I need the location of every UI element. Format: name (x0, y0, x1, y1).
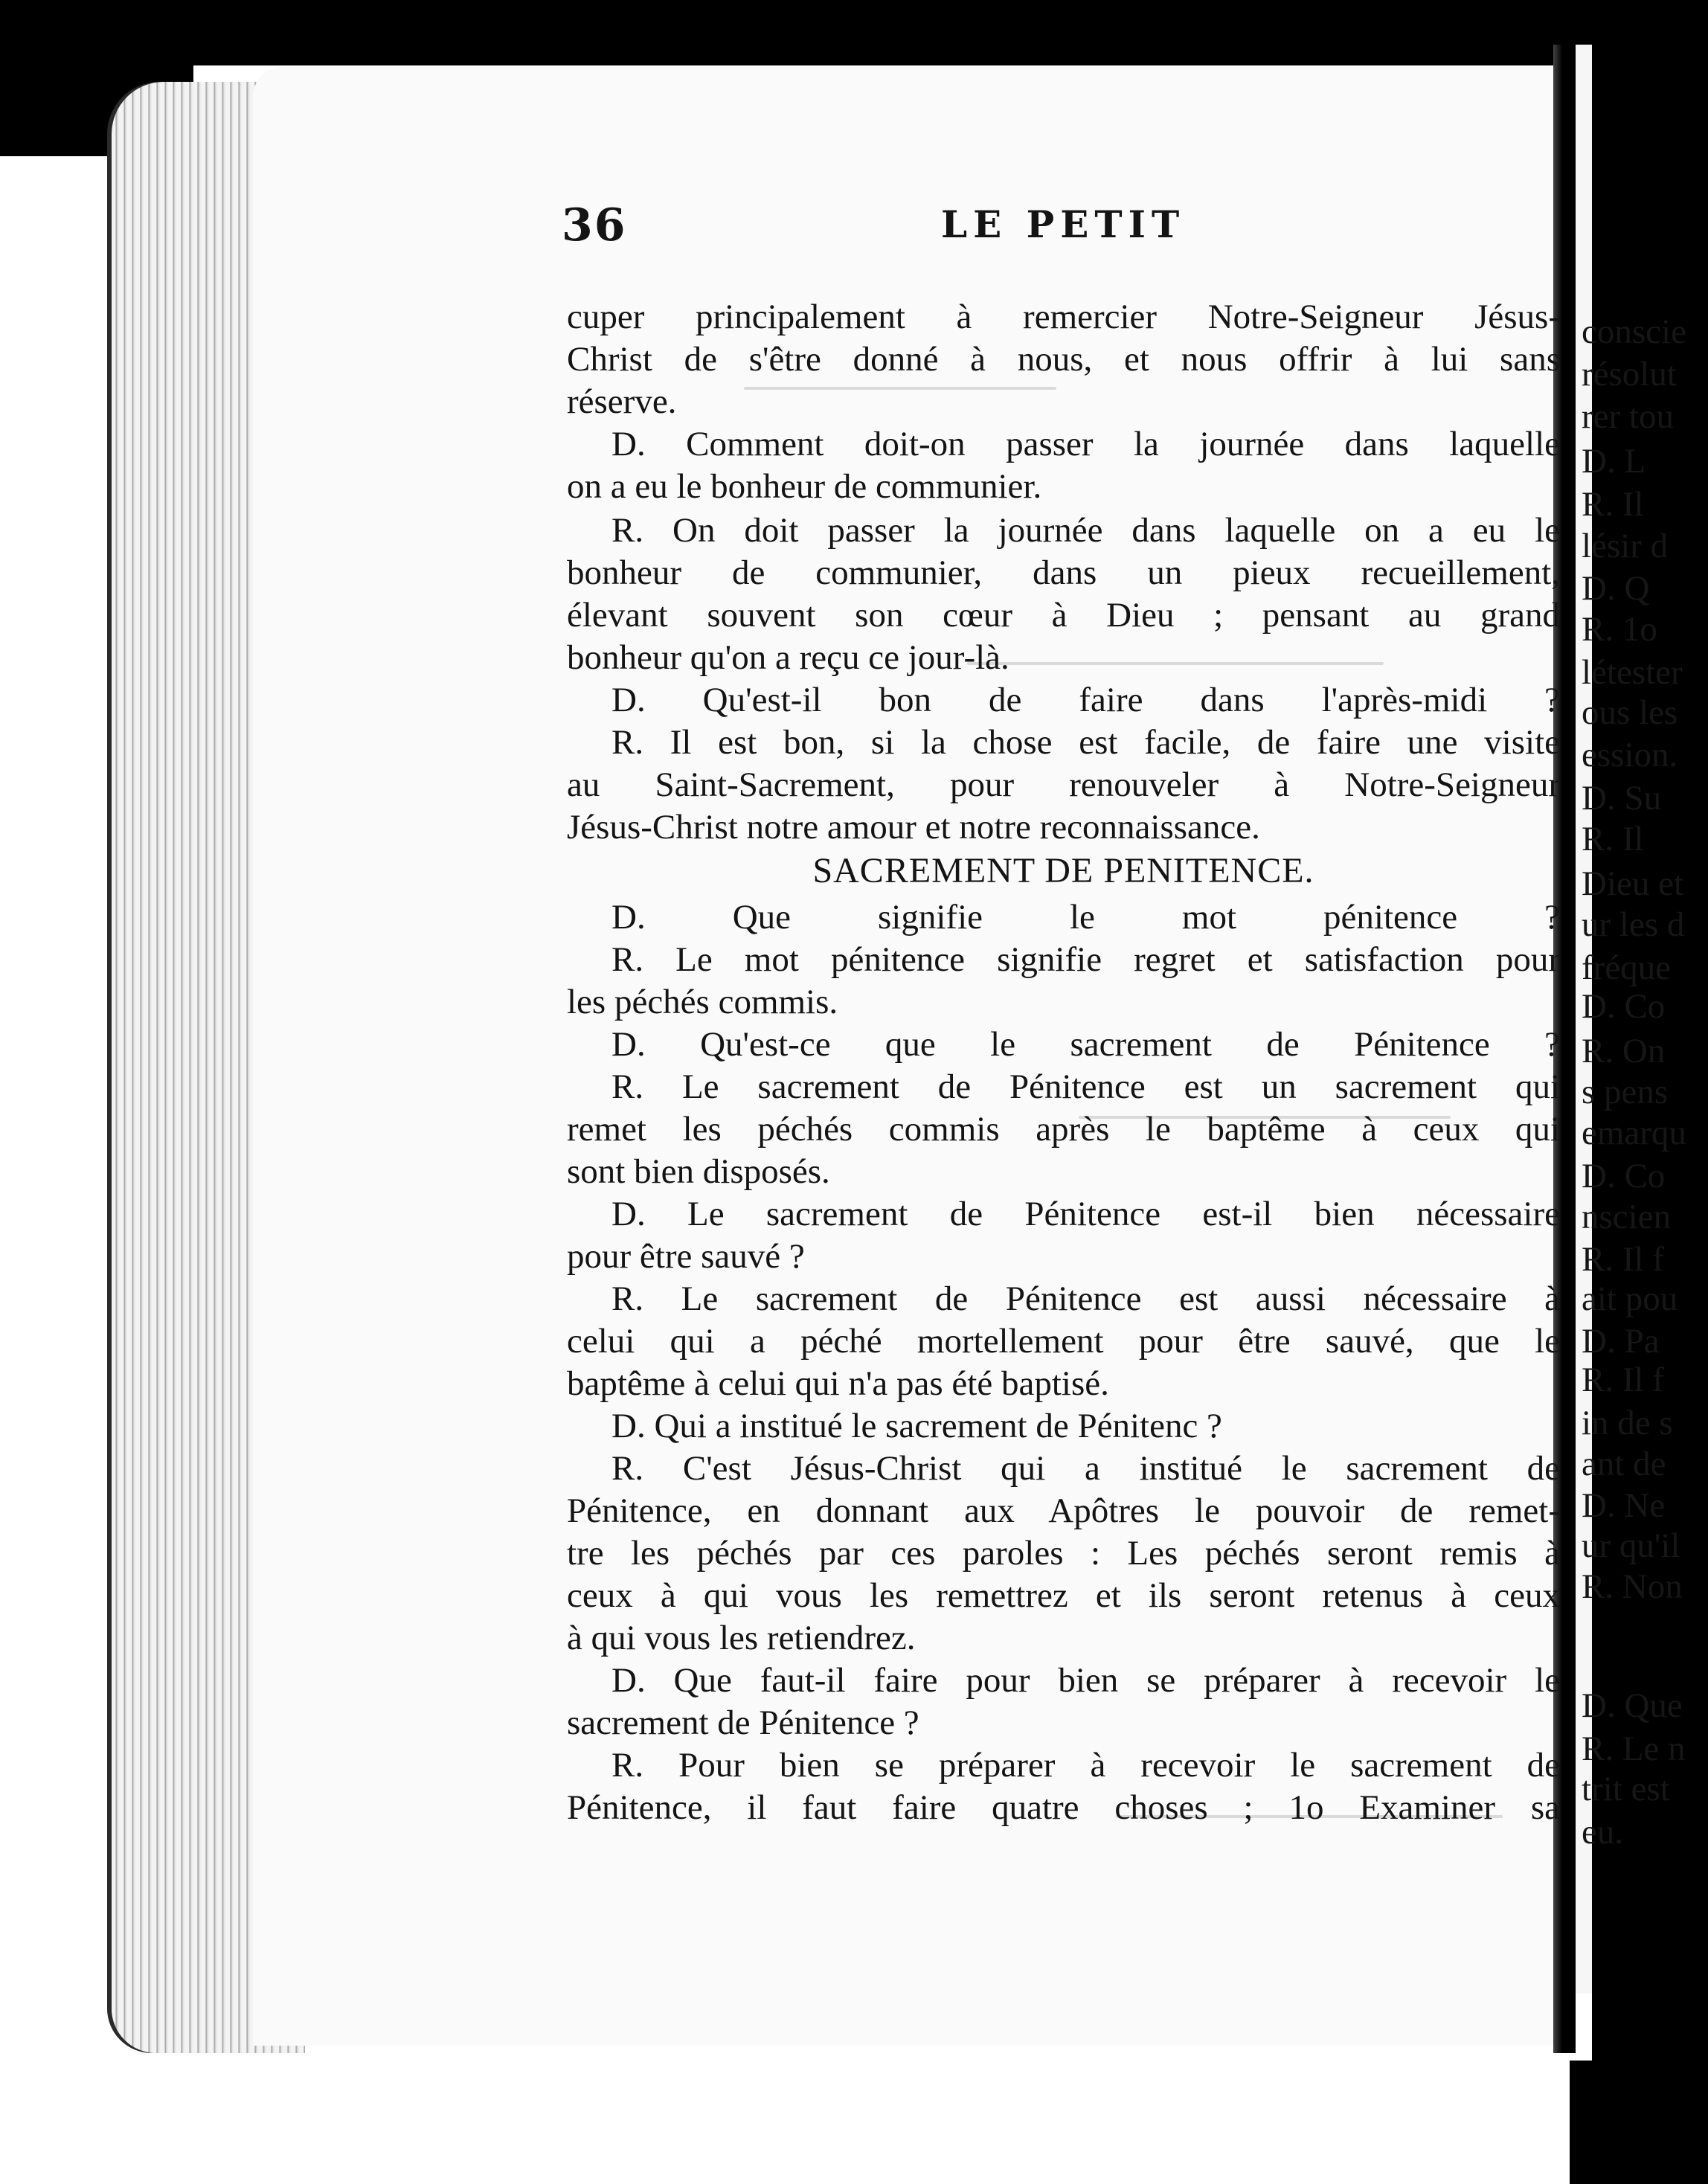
right-page-fragment: résolut (1582, 355, 1677, 394)
right-page-fragment: ant de (1582, 1445, 1666, 1483)
text-line: bonheur qu'on a reçu ce jour-là. (567, 638, 1009, 677)
text-line: à qui vous les retiendrez. (567, 1619, 916, 1657)
text-line: D. Qui a institué le sacrement de Pénitenc ? (611, 1407, 1222, 1445)
text-line: sacrement de Pénitence ? (567, 1703, 919, 1742)
text-line: tre les péchés par ces paroles : Les péchés seront remis à (567, 1534, 1560, 1573)
film-border-bottom-right (1570, 2061, 1708, 2184)
film-border-top (0, 0, 1708, 65)
text-line: celui qui a péché mortellement pour être sauvé, que le (567, 1322, 1560, 1361)
right-page-fragment: nscien (1582, 1198, 1672, 1236)
text-line: R. Il est bon, si la chose est facile, de faire une visite (611, 723, 1560, 762)
right-page-fragment: R. 1o (1582, 610, 1657, 649)
page-number: 36 (562, 199, 627, 251)
page-header (562, 199, 1558, 259)
right-page-fragment: D. Pa (1582, 1322, 1660, 1361)
right-page-fragment: D. L (1582, 442, 1646, 481)
right-page-fragment: ur qu'il (1582, 1526, 1680, 1565)
text-line: Christ de s'être donné à nous, et nous offrir à lui sans (567, 340, 1560, 379)
right-page-fragment: ession. (1582, 736, 1678, 774)
text-line: R. On doit passer la journée dans laquelle on a eu le (611, 511, 1560, 550)
text-line: pour être sauvé ? (567, 1237, 805, 1276)
running-head: LE PETIT (941, 202, 1186, 246)
right-page-fragment: R. Il (1582, 485, 1644, 524)
text-line: remet les péchés commis après le baptême à ceux qui (567, 1110, 1560, 1149)
text-line: D. Qu'est-il bon de faire dans l'après-midi ? (611, 681, 1560, 719)
right-page-fragment: D. Co (1582, 1157, 1666, 1195)
right-page-fragment: trit est (1582, 1770, 1670, 1808)
text-line: Pénitence, en donnant aux Apôtres le pouvoir de remet- (567, 1491, 1560, 1530)
right-page-fragment: s pens (1582, 1073, 1669, 1111)
right-page-fragment: fréque (1582, 948, 1672, 987)
text-line: D. Qu'est-ce que le sacrement de Pénitence ? (611, 1025, 1560, 1064)
text-line: R. Le sacrement de Pénitence est aussi nécessaire à (611, 1279, 1560, 1318)
right-page-fragment: R. Le n (1582, 1729, 1686, 1768)
text-line: Jésus-Christ notre amour et notre reconnaissance. (567, 808, 1260, 847)
right-page-fragment: R. Il f (1582, 1361, 1664, 1399)
text-line: D. Le sacrement de Pénitence est-il bien nécessaire (611, 1195, 1560, 1233)
section-heading: SACREMENT DE PENITENCE. (812, 851, 1314, 890)
right-page-fragment: R. Non (1582, 1567, 1683, 1606)
right-page-fragment: conscie (1582, 312, 1686, 351)
right-page-fragment: eu. (1582, 1813, 1624, 1851)
right-page-fragment: R. Il (1582, 820, 1644, 858)
text-line: on a eu le bonheur de communier. (567, 467, 1042, 506)
text-line: R. Pour bien se préparer à recevoir le sacrement de (611, 1746, 1560, 1785)
right-page-fragment: D. Q (1582, 569, 1650, 608)
right-page-fragment: ait pou (1582, 1279, 1678, 1318)
right-page-fragment: D. Su (1582, 779, 1662, 818)
right-page-fragment: R. Il f (1582, 1240, 1664, 1279)
text-line: R. C'est Jésus-Christ qui a institué le sacrement de (611, 1449, 1560, 1488)
text-line: R. Le sacrement de Pénitence est un sacrement qui (611, 1067, 1560, 1106)
text-line: R. Le mot pénitence signifie regret et satisfaction pour (611, 940, 1560, 979)
text-line: cuper principalement à remercier Notre-Seigneur Jésus- (567, 298, 1560, 336)
text-line: les péchés commis. (567, 983, 838, 1021)
text-line: au Saint-Sacrement, pour renouveler à Notre-Seigneur (567, 765, 1560, 804)
right-page-fragment: létester (1582, 653, 1683, 692)
text-line: élevant souvent son cœur à Dieu ; pensant au grand (567, 596, 1560, 635)
text-line: réserve. (567, 382, 677, 421)
right-page-fragment: Dieu et (1582, 864, 1684, 903)
right-page-fragment: ur les d (1582, 905, 1685, 944)
right-page-fragment: ous les (1582, 693, 1678, 732)
right-page-fragment: rer tou (1582, 397, 1674, 436)
text-line: ceux à qui vous les remettrez et ils seront retenus à ceux (567, 1576, 1560, 1615)
text-line: sont bien disposés. (567, 1152, 830, 1191)
right-page-fragment: D. Ne (1582, 1486, 1666, 1525)
text-line: D. Comment doit-on passer la journée dans laquelle (611, 425, 1560, 463)
right-page-fragment: lésir d (1582, 527, 1669, 565)
right-page-fragment: emarqu (1582, 1114, 1686, 1152)
text-line: bonheur de communier, dans un pieux recueillement, (567, 553, 1560, 592)
right-page-fragment: in de s (1582, 1404, 1673, 1442)
text-line: D. Que signifie le mot pénitence ? (611, 898, 1560, 937)
right-page-fragment: D. Co (1582, 987, 1666, 1026)
right-page-fragment: D. Que (1582, 1686, 1683, 1725)
text-line: D. Que faut-il faire pour bien se préparer à recevoir le (611, 1661, 1560, 1700)
right-page-fragment: R. On (1582, 1032, 1666, 1070)
text-line: baptême à celui qui n'a pas été baptisé. (567, 1364, 1109, 1403)
text-line: Pénitence, il faut faire quatre choses ; 1o Examiner sa (567, 1788, 1560, 1827)
